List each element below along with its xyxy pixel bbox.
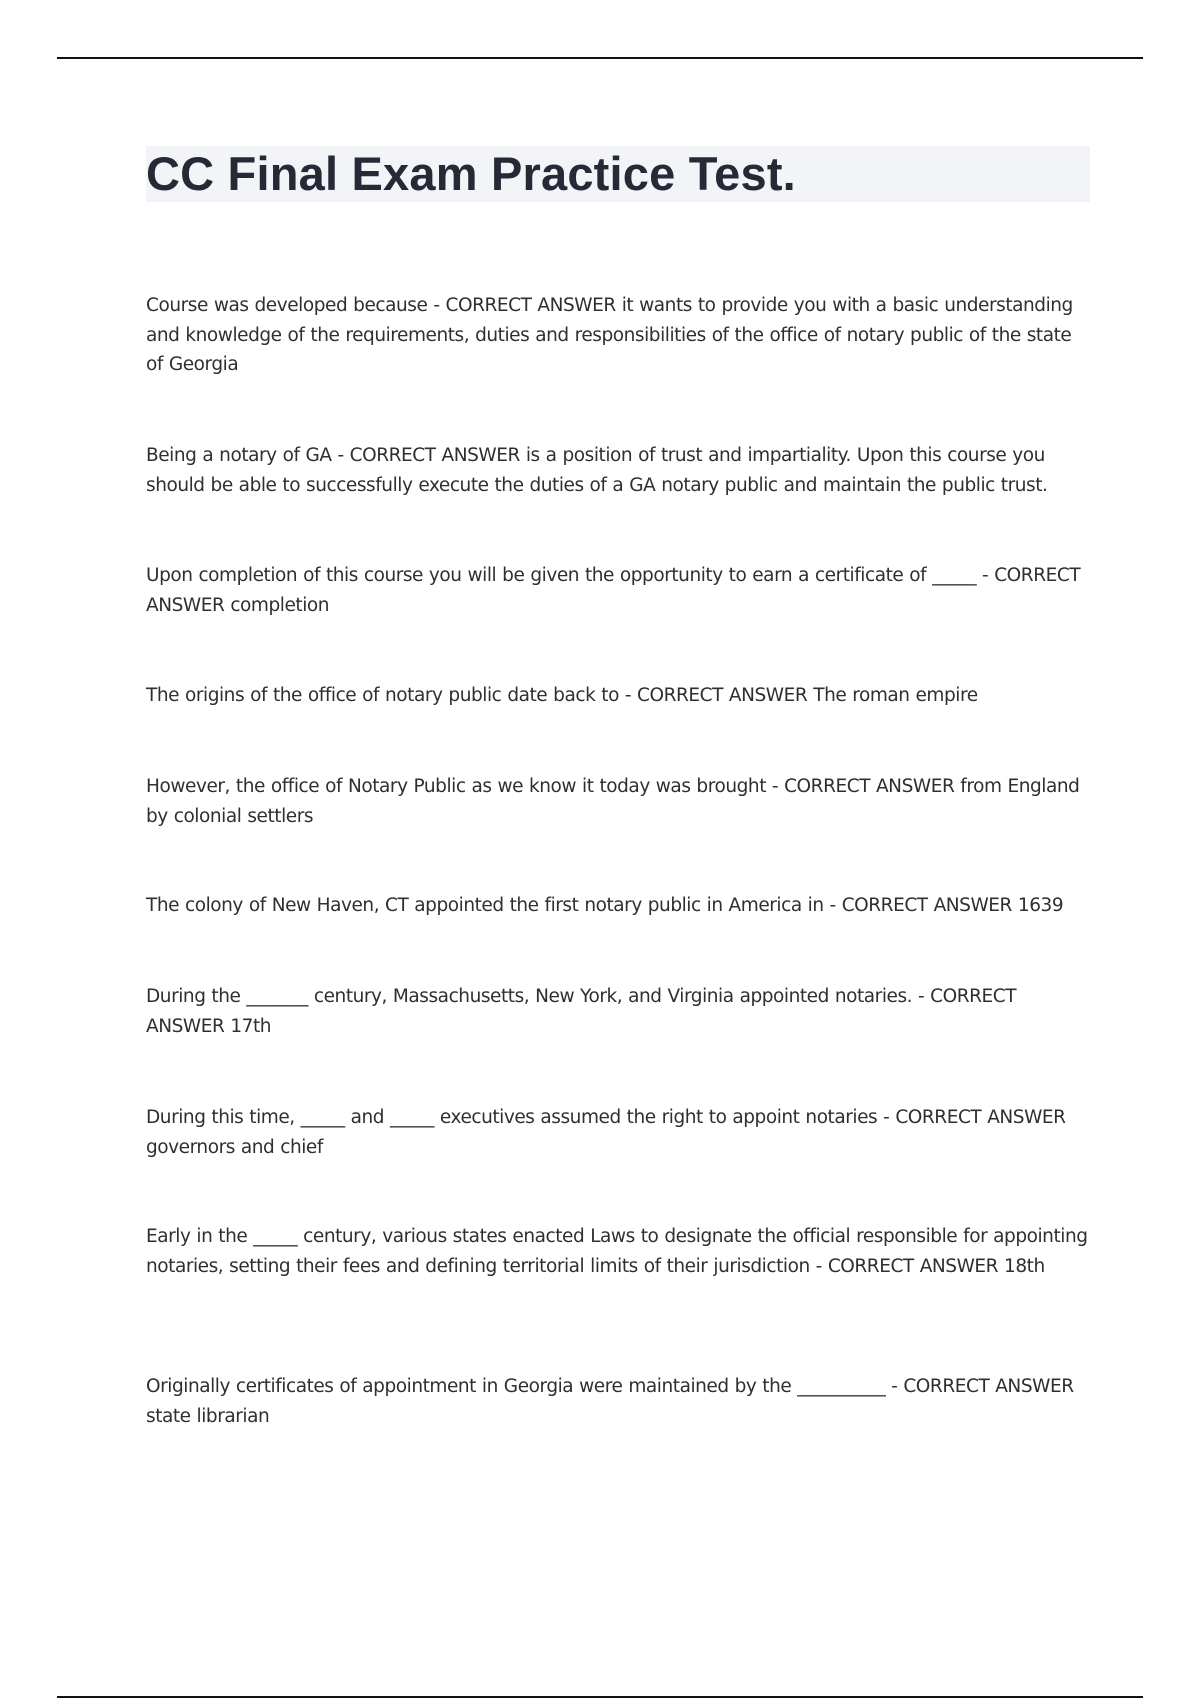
separator: - bbox=[618, 685, 638, 706]
question-text: The colony of New Haven, CT appointed the first notary public in America in bbox=[146, 895, 824, 916]
correct-answer-label: CORRECT ANSWER bbox=[841, 895, 1012, 916]
qa-item bbox=[146, 1103, 1094, 1162]
qa-item bbox=[146, 681, 1094, 711]
question-text: Early in the _____ century, various states enacted Laws to designate the official responsible for appointing notaries, setting their fees and defining territorial limits of their jurisdiction bbox=[146, 1226, 1088, 1277]
separator: - bbox=[427, 295, 446, 316]
separator: - bbox=[331, 445, 350, 466]
separator: - bbox=[809, 1255, 828, 1277]
correct-answer-label: CORRECT ANSWER bbox=[895, 1107, 1066, 1128]
separator: - bbox=[976, 565, 995, 586]
correct-answer-label: CORRECT ANSWER bbox=[637, 685, 808, 706]
correct-answer-label: CORRECT ANSWER bbox=[349, 445, 520, 466]
top-rule bbox=[57, 57, 1143, 59]
question-text: During the _______ century, Massachusetts, New York, and Virginia appointed notaries. bbox=[146, 986, 913, 1007]
qa-item bbox=[146, 1372, 1094, 1431]
qa-item bbox=[146, 982, 1094, 1041]
answer-text: 17th bbox=[230, 1015, 272, 1037]
question-text: However, the office of Notary Public as we know it today was brought bbox=[146, 776, 766, 797]
answer-text: it wants to provide you with a basic understanding and knowledge of the requirements, duties and responsibilities of the office of notary public of the state of Georgia bbox=[146, 295, 1073, 375]
question-text: Being a notary of GA bbox=[146, 445, 332, 466]
qa-item bbox=[146, 291, 1094, 380]
correct-answer-label: CORRECT ANSWER bbox=[445, 295, 616, 316]
separator: - bbox=[766, 776, 785, 797]
answer-text: 18th bbox=[1004, 1255, 1045, 1277]
qa-item bbox=[146, 772, 1094, 831]
question-text: Originally certificates of appointment in Georgia were maintained by the __________ bbox=[146, 1376, 886, 1397]
answer-text: is a position of trust and impartiality. Upon this course you should be able to successfully execute the duties of a GA notary public and maintain the public trust. bbox=[146, 445, 1048, 496]
qa-item bbox=[146, 1222, 1094, 1281]
separator: - bbox=[885, 1376, 904, 1397]
question-text: The origins of the office of notary public date back to bbox=[146, 685, 619, 706]
answer-text: from England by colonial settlers bbox=[146, 776, 1080, 827]
question-text: Upon completion of this course you will be given the opportunity to earn a certificate of _____ bbox=[146, 565, 977, 586]
answer-text: 1639 bbox=[1017, 895, 1064, 916]
page-title: CC Final Exam Practice Test. bbox=[146, 147, 796, 200]
separator: - bbox=[877, 1107, 896, 1128]
correct-answer-label: CORRECT ANSWER bbox=[146, 986, 1017, 1037]
correct-answer-label: CORRECT ANSWER bbox=[903, 1376, 1074, 1397]
separator: - bbox=[912, 986, 931, 1007]
qa-item bbox=[146, 891, 1094, 921]
qa-item bbox=[146, 441, 1094, 500]
answer-text: completion bbox=[230, 594, 330, 616]
answer-text: governors and chief bbox=[146, 1136, 323, 1158]
question-text: During this time, _____ and _____ executives assumed the right to appoint notaries bbox=[146, 1107, 878, 1128]
question-text: Course was developed because bbox=[146, 295, 428, 316]
qa-item bbox=[146, 561, 1094, 620]
separator: - bbox=[823, 895, 842, 916]
correct-answer-label: CORRECT ANSWER bbox=[784, 776, 955, 797]
correct-answer-label: CORRECT ANSWER bbox=[827, 1255, 999, 1277]
answer-text: state librarian bbox=[146, 1405, 270, 1427]
bottom-rule bbox=[57, 1696, 1143, 1698]
correct-answer-label: CORRECT ANSWER bbox=[146, 565, 1081, 616]
answer-text: The roman empire bbox=[813, 685, 978, 706]
